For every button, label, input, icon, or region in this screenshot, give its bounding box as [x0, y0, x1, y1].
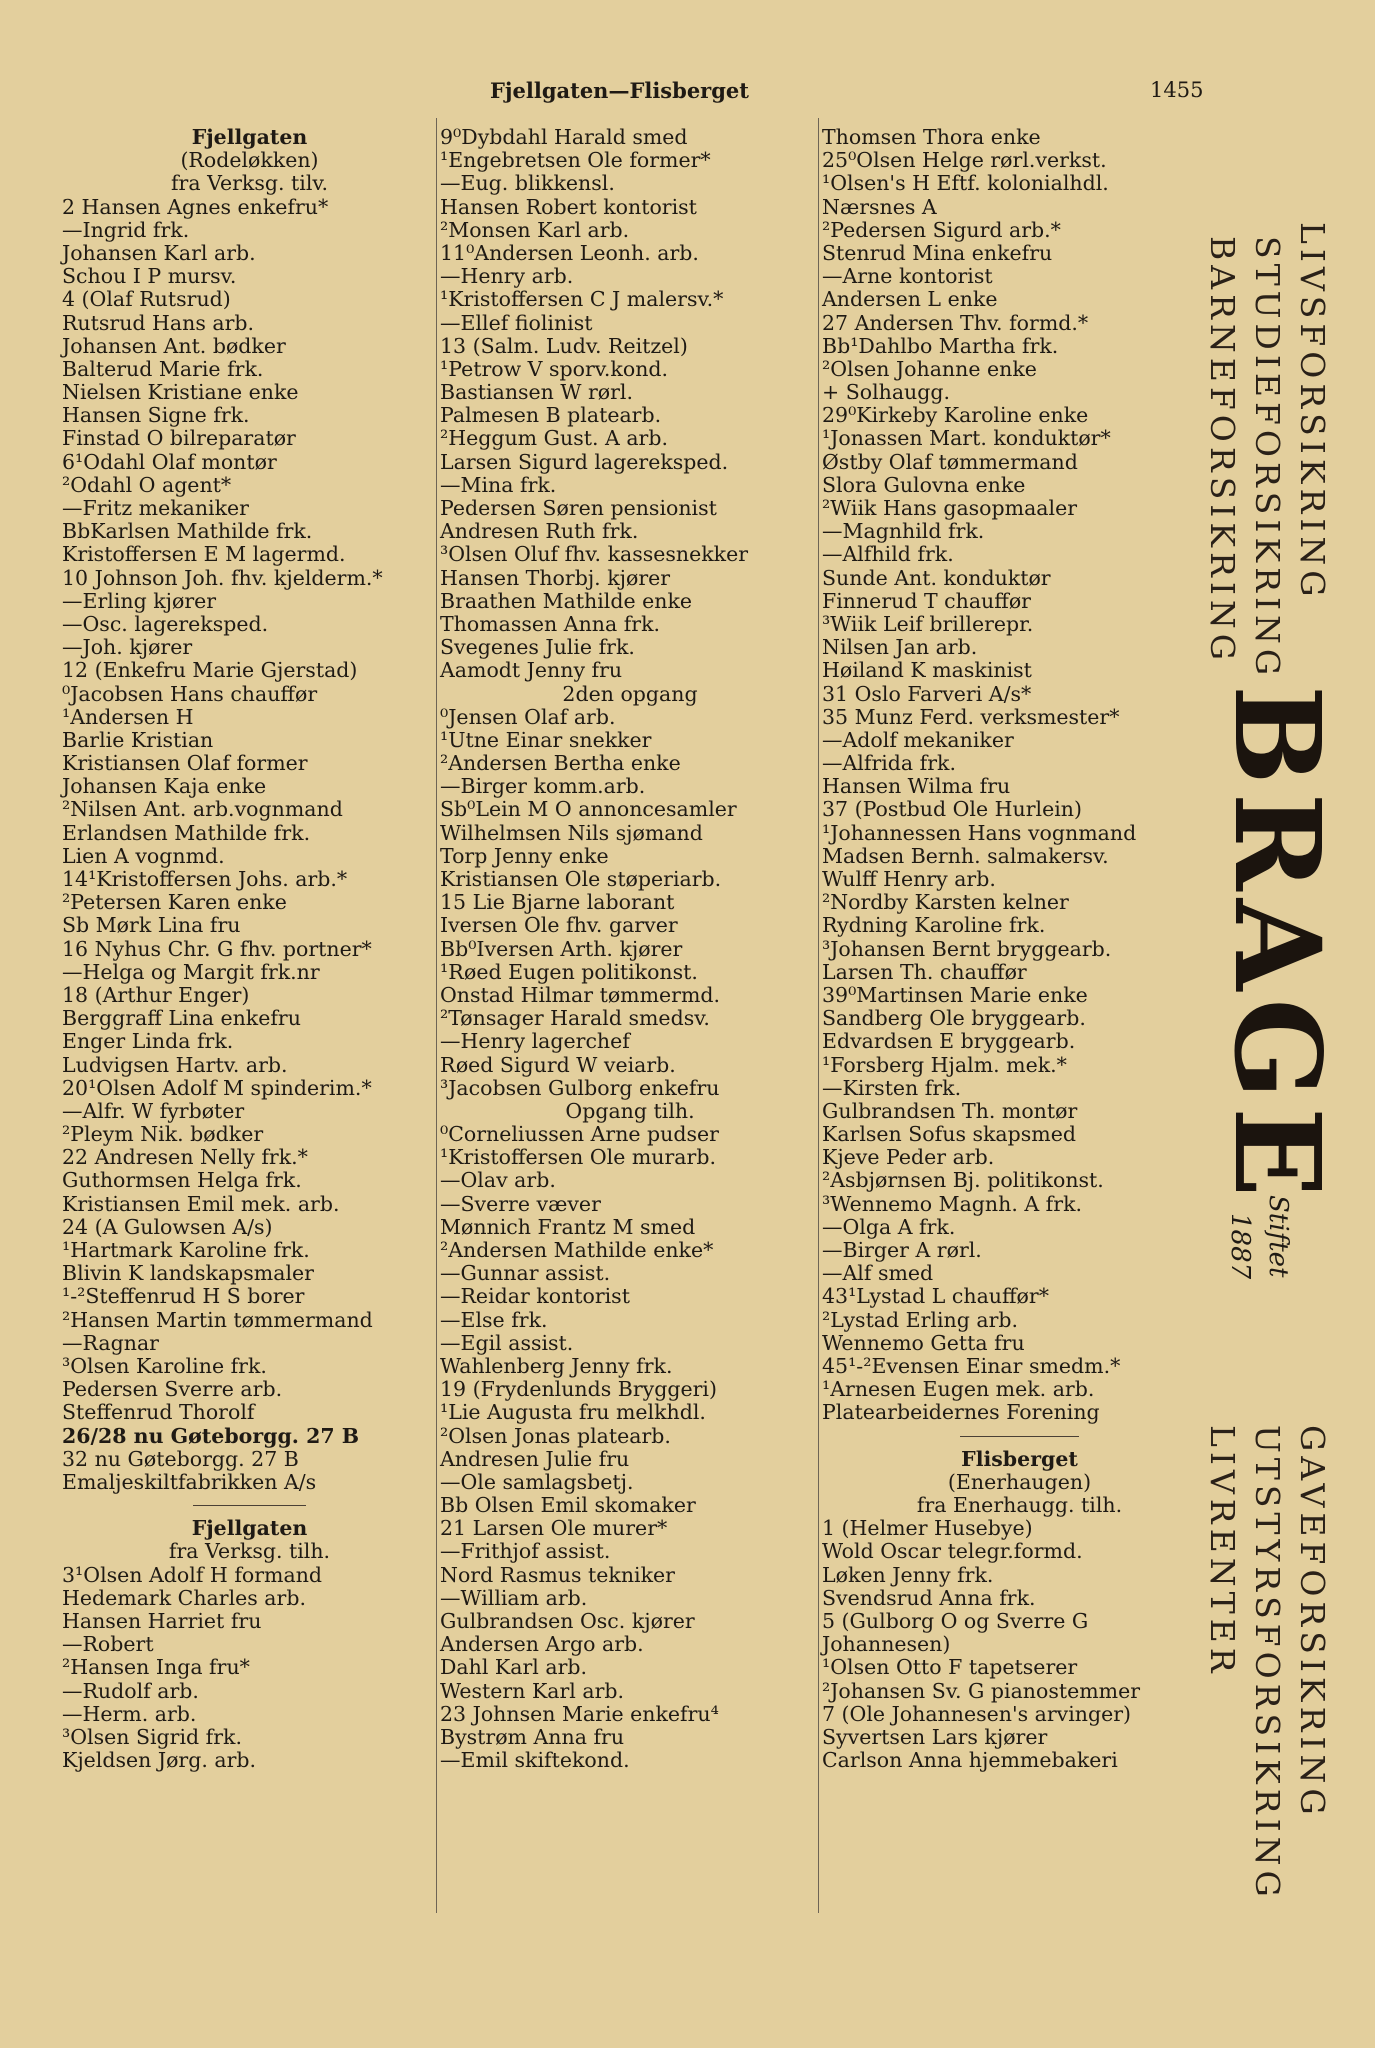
directory-entry: —Ragnar [62, 1330, 159, 1355]
directory-entry: Johansen Karl arb. [62, 240, 256, 265]
directory-entry: Østby Olaf tømmermand [822, 449, 1078, 474]
directory-entry: ¹Lie Augusta fru melkhdl. [440, 1400, 706, 1425]
directory-entry: Enger Linda frk. [62, 1029, 234, 1054]
directory-entry: ²Pedersen Sigurd arb.* [822, 217, 1061, 242]
directory-entry: —Erling kjører [62, 588, 217, 613]
section-heading: Flisberget [961, 1446, 1078, 1471]
directory-entry: 27 Andersen Thv. formd.* [822, 310, 1089, 335]
directory-entry: 19 (Frydenlunds Bryggeri) [440, 1377, 717, 1402]
directory-entry: Kjeldsen Jørg. arb. [62, 1748, 257, 1773]
directory-column-1 [62, 126, 437, 1772]
directory-entry: Wahlenberg Jenny frk. [440, 1353, 673, 1378]
directory-entry: Wilhelmsen Nils sjømand [440, 820, 703, 845]
directory-entry: Bb¹Dahlbo Martha frk. [822, 333, 1059, 358]
directory-entry: ⁰Jacobsen Hans chauffør [62, 681, 318, 706]
directory-entry: —Arne kontorist [822, 264, 993, 289]
founded-note [1210, 1195, 1310, 1365]
directory-entry: 2 Hansen Agnes enkefru* [62, 194, 329, 219]
directory-entry: 22 Andresen Nelly frk.* [62, 1145, 308, 1170]
directory-entry: Andresen Ruth frk. [440, 519, 639, 544]
directory-entry: —Robert [62, 1632, 154, 1657]
directory-entry: —Birger A rørl. [822, 1238, 982, 1262]
section-heading: fra Enerhaugg. tilh. [916, 1493, 1123, 1518]
directory-entry: —Henry arb. [440, 264, 574, 289]
directory-entry: Hansen Signe frk. [62, 403, 250, 428]
directory-entry: Lien A vognmd. [62, 843, 225, 868]
directory-entry: ²Nilsen Ant. arb.vognmand [62, 797, 343, 822]
brage-brand: BRAGE [1208, 685, 1347, 1206]
directory-entry: —Kirsten frk. [822, 1075, 962, 1100]
directory-entry: ⁰Corneliussen Arne pudser [440, 1122, 719, 1147]
directory-entry: Steffenrud Thorolf [62, 1400, 255, 1425]
directory-entry: ¹Hartmark Karoline frk. [62, 1238, 310, 1262]
directory-entry: 11⁰Andersen Leonh. arb. [440, 240, 699, 265]
directory-entry: ²Petersen Karen enke [62, 890, 287, 915]
directory-entry: Thomassen Anna frk. [440, 611, 661, 636]
directory-entry: Braathen Mathilde enke [440, 588, 693, 613]
directory-entry: ²Andersen Mathilde enke* [440, 1238, 714, 1262]
directory-entry: 43¹Lystad L chauffør* [822, 1284, 1049, 1309]
directory-entry: Finstad O bilreparatør [62, 426, 296, 451]
directory-entry: —Mina frk. [440, 472, 557, 497]
directory-entry: 35 Munz Ferd. verksmester* [822, 704, 1120, 729]
directory-entry: 29⁰Kirkeby Karoline enke [822, 403, 1089, 428]
directory-entry: Nærsnes A [822, 194, 937, 219]
directory-entry: 12 (Enkefru Marie Gjerstad) [62, 658, 358, 683]
directory-entry: —Alfr. W fyrbøter [62, 1098, 245, 1123]
directory-entry: —Frithjof assist. [440, 1539, 611, 1564]
directory-entry: Syvertsen Lars kjører [822, 1724, 1048, 1749]
section-heading: fra Verksg. tilv. [170, 171, 329, 196]
directory-entry: —Fritz mekaniker [62, 496, 249, 520]
directory-entry: —Else frk. [440, 1307, 548, 1332]
directory-entry: —Emil skiftekond. [440, 1748, 630, 1773]
directory-entry: 7 (Ole Johannesen's arvinger) [822, 1701, 1132, 1726]
section-heading: Fjellgaten [191, 1516, 308, 1541]
directory-entry: ¹-²Steffenrud H S borer [62, 1284, 305, 1309]
directory-entry: Schou I P mursv. [62, 264, 237, 289]
directory-entry: ²Johansen Sv. G pianostemmer [822, 1678, 1141, 1703]
page-number: 1455 [1150, 78, 1204, 102]
directory-entry: Wennemo Getta fru [822, 1330, 1025, 1355]
section-rule [822, 1425, 1217, 1448]
directory-entry: ³Wiik Leif brillerepr. [822, 611, 1034, 636]
directory-entry: Høiland K maskinist [822, 658, 1032, 683]
directory-entry: ¹Olsen Otto F tapetserer [822, 1655, 1078, 1680]
directory-entry: 4 (Olaf Rutsrud) [62, 287, 231, 312]
advert-line-utstyrsforsikring: UTSTYRSFORSIKRING [1248, 1425, 1287, 1902]
directory-entry: 39⁰Martinsen Marie enke [822, 982, 1088, 1007]
advert-line-studieforsikring: STUDIEFORSIKRING [1248, 236, 1287, 681]
directory-entry: Madsen Bernh. salmakersv. [822, 843, 1109, 868]
directory-entry: ¹Engebretsen Ole former* [440, 148, 711, 173]
directory-entry: Onstad Hilmar tømmermd. [440, 982, 721, 1007]
directory-entry: 9⁰Dybdahl Harald smed [440, 125, 688, 149]
directory-entry: —Helga og Margit frk.nr [62, 959, 320, 984]
directory-entry: Barlie Kristian [62, 727, 214, 752]
directory-entry: Berggraff Lina enkefru [62, 1006, 301, 1031]
directory-entry: Svegenes Julie frk. [440, 635, 635, 660]
directory-entry: 6¹Odahl Olaf montør [62, 449, 277, 474]
directory-entry: —Adolf mekaniker [822, 727, 1014, 752]
directory-entry: —Olga A frk. [822, 1214, 956, 1239]
directory-entry: —Egil assist. [440, 1330, 574, 1355]
directory-entry: Sandberg Ole bryggearb. [822, 1006, 1086, 1031]
directory-entry: —Sverre væver [440, 1191, 601, 1216]
founded-year: 1887 [1225, 1213, 1255, 1280]
directory-entry: Edvardsen E bryggearb. [822, 1029, 1076, 1054]
advert-line-barneforsikring: BARNEFORSIKRING [1203, 236, 1242, 666]
directory-entry: Bastiansen W rørl. [440, 380, 633, 405]
directory-entry: ²Heggum Gust. A arb. [440, 426, 668, 451]
directory-entry: ²Andersen Bertha enke [440, 751, 681, 776]
section-heading: (Enerhaugen) [947, 1469, 1092, 1494]
directory-entry: Ludvigsen Hartv. arb. [62, 1052, 288, 1077]
directory-entry: Gulbrandsen Th. montør [822, 1098, 1078, 1123]
directory-entry: ³Olsen Karoline frk. [62, 1353, 267, 1378]
directory-entry: —Ingrid frk. [62, 217, 190, 242]
section-heading: Opgang tilh. [565, 1098, 695, 1123]
directory-entry: ¹Utne Einar snekker [440, 727, 652, 752]
directory-entry: ³Johansen Bernt bryggearb. [822, 936, 1112, 961]
directory-entry: ³Olsen Oluf fhv. kassesnekker [440, 542, 749, 567]
directory-entry: Kristoffersen E M lagermd. [62, 542, 346, 567]
directory-entry: 37 (Postbud Ole Hurlein) [822, 797, 1082, 822]
directory-entry: —Joh. kjører [62, 635, 193, 660]
directory-entry: Torp Jenny enke [440, 843, 609, 868]
directory-entry: ¹Kristoffersen Ole murarb. [440, 1145, 716, 1170]
founded-label: Stiftet [1263, 1195, 1293, 1278]
directory-entry: ¹Olsen's H Eftf. kolonialhdl. [822, 171, 1109, 196]
directory-entry: Andersen Argo arb. [440, 1632, 644, 1657]
directory-entry: 14¹Kristoffersen Johs. arb.* [62, 867, 348, 891]
directory-entry: —William arb. [440, 1585, 588, 1610]
directory-entry: ³Olsen Sigrid frk. [62, 1724, 242, 1749]
directory-entry: Sb⁰Lein M O annoncesamler [440, 797, 737, 822]
directory-entry: —Alfrida frk. [822, 751, 956, 776]
directory-entry: Nord Rasmus tekniker [440, 1562, 675, 1587]
directory-entry: ²Nordby Karsten kelner [822, 890, 1069, 915]
directory-entry: —Ellef fiolinist [440, 310, 593, 335]
directory-entry: ¹Røed Eugen politikonst. [440, 959, 698, 984]
directory-entry: Western Karl arb. [440, 1678, 625, 1703]
directory-entry: Larsen Sigurd lagereksped. [440, 449, 729, 474]
directory-entry: ³Jacobsen Gulborg enkefru [440, 1075, 720, 1100]
column-divider [818, 118, 819, 1913]
directory-entry: ¹Forsberg Hjalm. mek.* [822, 1052, 1067, 1077]
directory-entry: ¹Arnesen Eugen mek. arb. [822, 1377, 1095, 1402]
directory-entry: ⁰Jensen Olaf arb. [440, 704, 616, 729]
directory-entry: —Herm. arb. [62, 1701, 197, 1726]
directory-entry: Hansen Thorbj. kjører [440, 565, 671, 590]
directory-entry: + Solhaugg. [822, 380, 951, 405]
directory-entry: Finnerud T chauffør [822, 588, 1031, 613]
directory-entry: Kristiansen Ole støperiarb. [440, 867, 722, 891]
advert-line-livsforsikring: LIVSFORSIKRING [1293, 222, 1332, 602]
running-head: Fjellgaten—Flisberget [490, 78, 749, 103]
directory-entry: Thomsen Thora enke [822, 125, 1041, 149]
directory-entry: 31 Oslo Farveri A/s* [822, 681, 1032, 706]
directory-entry: ²Wiik Hans gasopmaaler [822, 496, 1078, 520]
directory-entry: 45¹-²Evensen Einar smedm.* [822, 1353, 1121, 1378]
directory-column-2 [440, 126, 820, 1772]
directory-column-3 [822, 126, 1217, 1772]
directory-entry: 13 (Salm. Ludv. Reitzel) [440, 333, 688, 358]
directory-entry: 21 Larsen Ole murer* [440, 1516, 668, 1541]
directory-entry: Kjeve Peder arb. [822, 1145, 995, 1170]
directory-entry: 10 Johnson Joh. fhv. kjelderm.* [62, 565, 383, 590]
directory-entry: ³Wennemo Magnh. A frk. [822, 1191, 1083, 1216]
directory-entry: 18 (Arthur Enger) [62, 982, 250, 1007]
directory-entry: Bb Olsen Emil skomaker [440, 1493, 696, 1518]
directory-entry: ²Hansen Inga fru* [62, 1655, 250, 1680]
directory-entry: —Alf smed [822, 1261, 934, 1286]
advert-line-gaveforsikring: GAVEFORSIKRING [1293, 1425, 1332, 1820]
directory-entry: ²Pleym Nik. bødker [62, 1122, 264, 1147]
directory-entry: —Gunnar assist. [440, 1261, 611, 1286]
directory-entry: Rydning Karoline frk. [822, 913, 1046, 938]
directory-entry: 25⁰Olsen Helge rørl.verkst. [822, 148, 1107, 173]
directory-entry: 32 nu Gøteborgg. 27 B [62, 1446, 299, 1471]
directory-entry: ¹Andersen H [62, 704, 194, 729]
directory-entry: Johansen Kaja enke [62, 774, 267, 799]
directory-entry: Blivin K landskapsmaler [62, 1261, 314, 1286]
directory-entry: Wold Oscar telegr.formd. [822, 1539, 1083, 1564]
directory-entry: BbKarlsen Mathilde frk. [62, 519, 313, 544]
directory-entry: Gulbrandsen Osc. kjører [440, 1609, 695, 1633]
directory-entry: Karlsen Sofus skapsmed [822, 1122, 1076, 1147]
directory-entry: ¹Kristoffersen C J malersv.* [440, 287, 724, 312]
directory-entry: Balterud Marie frk. [62, 356, 264, 381]
directory-entry: Dahl Karl arb. [440, 1655, 588, 1680]
directory-entry: Kristiansen Emil mek. arb. [62, 1191, 340, 1216]
directory-entry: ¹Johannessen Hans vognmand [822, 820, 1137, 845]
directory-entry: —Eug. blikkensl. [440, 171, 615, 196]
directory-entry: 16 Nyhus Chr. G fhv. portner* [62, 936, 372, 961]
directory-entry: 3¹Olsen Adolf H formand [62, 1562, 323, 1587]
directory-entry: 26/28 nu Gøteborgg. 27 B [62, 1423, 360, 1448]
directory-entry: Mønnich Frantz M smed [440, 1214, 696, 1239]
directory-entry: ²Asbjørnsen Bj. politikonst. [822, 1168, 1104, 1193]
column-divider [436, 118, 437, 1913]
page-header [0, 78, 1375, 108]
advert-line-livrenter: LIVRENTER [1203, 1425, 1242, 1678]
directory-entry: ²Olsen Jonas platearb. [440, 1423, 671, 1448]
directory-entry: ²Odahl O agent* [62, 472, 232, 497]
directory-entry: Hansen Harriet fru [62, 1609, 262, 1633]
directory-entry: —Reidar kontorist [440, 1284, 630, 1309]
directory-entry: Iversen Ole fhv. garver [440, 913, 678, 938]
directory-entry: 5 (Gulborg O og Sverre G [822, 1609, 1089, 1633]
directory-entry: Andresen Julie fru [440, 1446, 630, 1471]
directory-entry: Bystrøm Anna fru [440, 1724, 625, 1749]
directory-entry: Platearbeidernes Forening [822, 1400, 1100, 1425]
directory-entry: Rutsrud Hans arb. [62, 310, 255, 335]
directory-entry: —Birger komm.arb. [440, 774, 646, 799]
directory-entry: —Magnhild frk. [822, 519, 985, 544]
directory-entry: ²Hansen Martin tømmermand [62, 1307, 373, 1332]
directory-entry: 23 Johnsen Marie enkefru⁴ [440, 1701, 719, 1726]
directory-entry: 15 Lie Bjarne laborant [440, 890, 675, 915]
directory-entry: Stenrud Mina enkefru [822, 240, 1053, 265]
directory-entry: —Ole samlagsbetj. [440, 1469, 634, 1494]
section-heading: fra Verksg. tilh. [168, 1539, 331, 1564]
section-heading: 2den opgang [562, 681, 698, 706]
directory-entry: Hansen Wilma fru [822, 774, 1011, 799]
directory-entry: —Henry lagerchef [440, 1029, 630, 1054]
directory-entry: Sunde Ant. konduktør [822, 565, 1051, 590]
directory-entry: Kristiansen Olaf former [62, 751, 308, 776]
directory-entry: 24 (A Gulowsen A/s) [62, 1214, 273, 1239]
directory-entry: Wulff Henry arb. [822, 867, 996, 891]
directory-entry: Johansen Ant. bødker [62, 333, 286, 358]
directory-entry: 20¹Olsen Adolf M spinderim.* [62, 1075, 372, 1100]
directory-entry: —Osc. lagereksped. [62, 611, 269, 636]
directory-entry: Løken Jenny frk. [822, 1562, 994, 1587]
section-heading: Fjellgaten [191, 125, 308, 149]
directory-entry: ¹Petrow V sporv.kond. [440, 356, 669, 381]
directory-entry: ²Tønsager Harald smedsv. [440, 1006, 710, 1031]
directory-entry: ²Monsen Karl arb. [440, 217, 630, 242]
directory-entry: 1 (Helmer Husebye) [822, 1516, 1033, 1541]
directory-entry: Hedemark Charles arb. [62, 1585, 306, 1610]
directory-entry: Slora Gulovna enke [822, 472, 1026, 497]
directory-entry: Sb Mørk Lina fru [62, 913, 241, 938]
section-rule [62, 1494, 437, 1517]
directory-entry: Pedersen Sverre arb. [62, 1377, 283, 1402]
directory-entry: Emaljeskiltfabrikken A/s [62, 1469, 317, 1494]
directory-entry: Svendsrud Anna frk. [822, 1585, 1036, 1610]
directory-entry: Hansen Robert kontorist [440, 194, 697, 219]
directory-entry: ²Olsen Johanne enke [822, 356, 1037, 381]
directory-entry: —Olav arb. [440, 1168, 556, 1193]
directory-entry: Røed Sigurd W veiarb. [440, 1052, 676, 1077]
directory-entry: Larsen Th. chauffør [822, 959, 1027, 984]
directory-entry: Nilsen Jan arb. [822, 635, 978, 660]
directory-entry: —Rudolf arb. [62, 1678, 199, 1703]
section-heading: (Rodeløkken) [180, 148, 319, 173]
directory-entry: Pedersen Søren pensionist [440, 496, 717, 520]
directory-entry: Aamodt Jenny fru [440, 658, 623, 683]
directory-entry: ¹Jonassen Mart. konduktør* [822, 426, 1111, 451]
directory-entry: —Alfhild frk. [822, 542, 954, 567]
directory-entry: Johannesen) [822, 1632, 951, 1657]
directory-entry: ²Lystad Erling arb. [822, 1307, 1019, 1332]
directory-entry: Guthormsen Helga frk. [62, 1168, 302, 1193]
directory-entry: Bb⁰Iversen Arth. kjører [440, 936, 683, 961]
directory-entry: Nielsen Kristiane enke [62, 380, 299, 405]
directory-entry: Carlson Anna hjemmebakeri [822, 1748, 1118, 1773]
directory-entry: Palmesen B platearb. [440, 403, 662, 428]
directory-entry: Erlandsen Mathilde frk. [62, 820, 311, 845]
directory-entry: Andersen L enke [822, 287, 998, 312]
